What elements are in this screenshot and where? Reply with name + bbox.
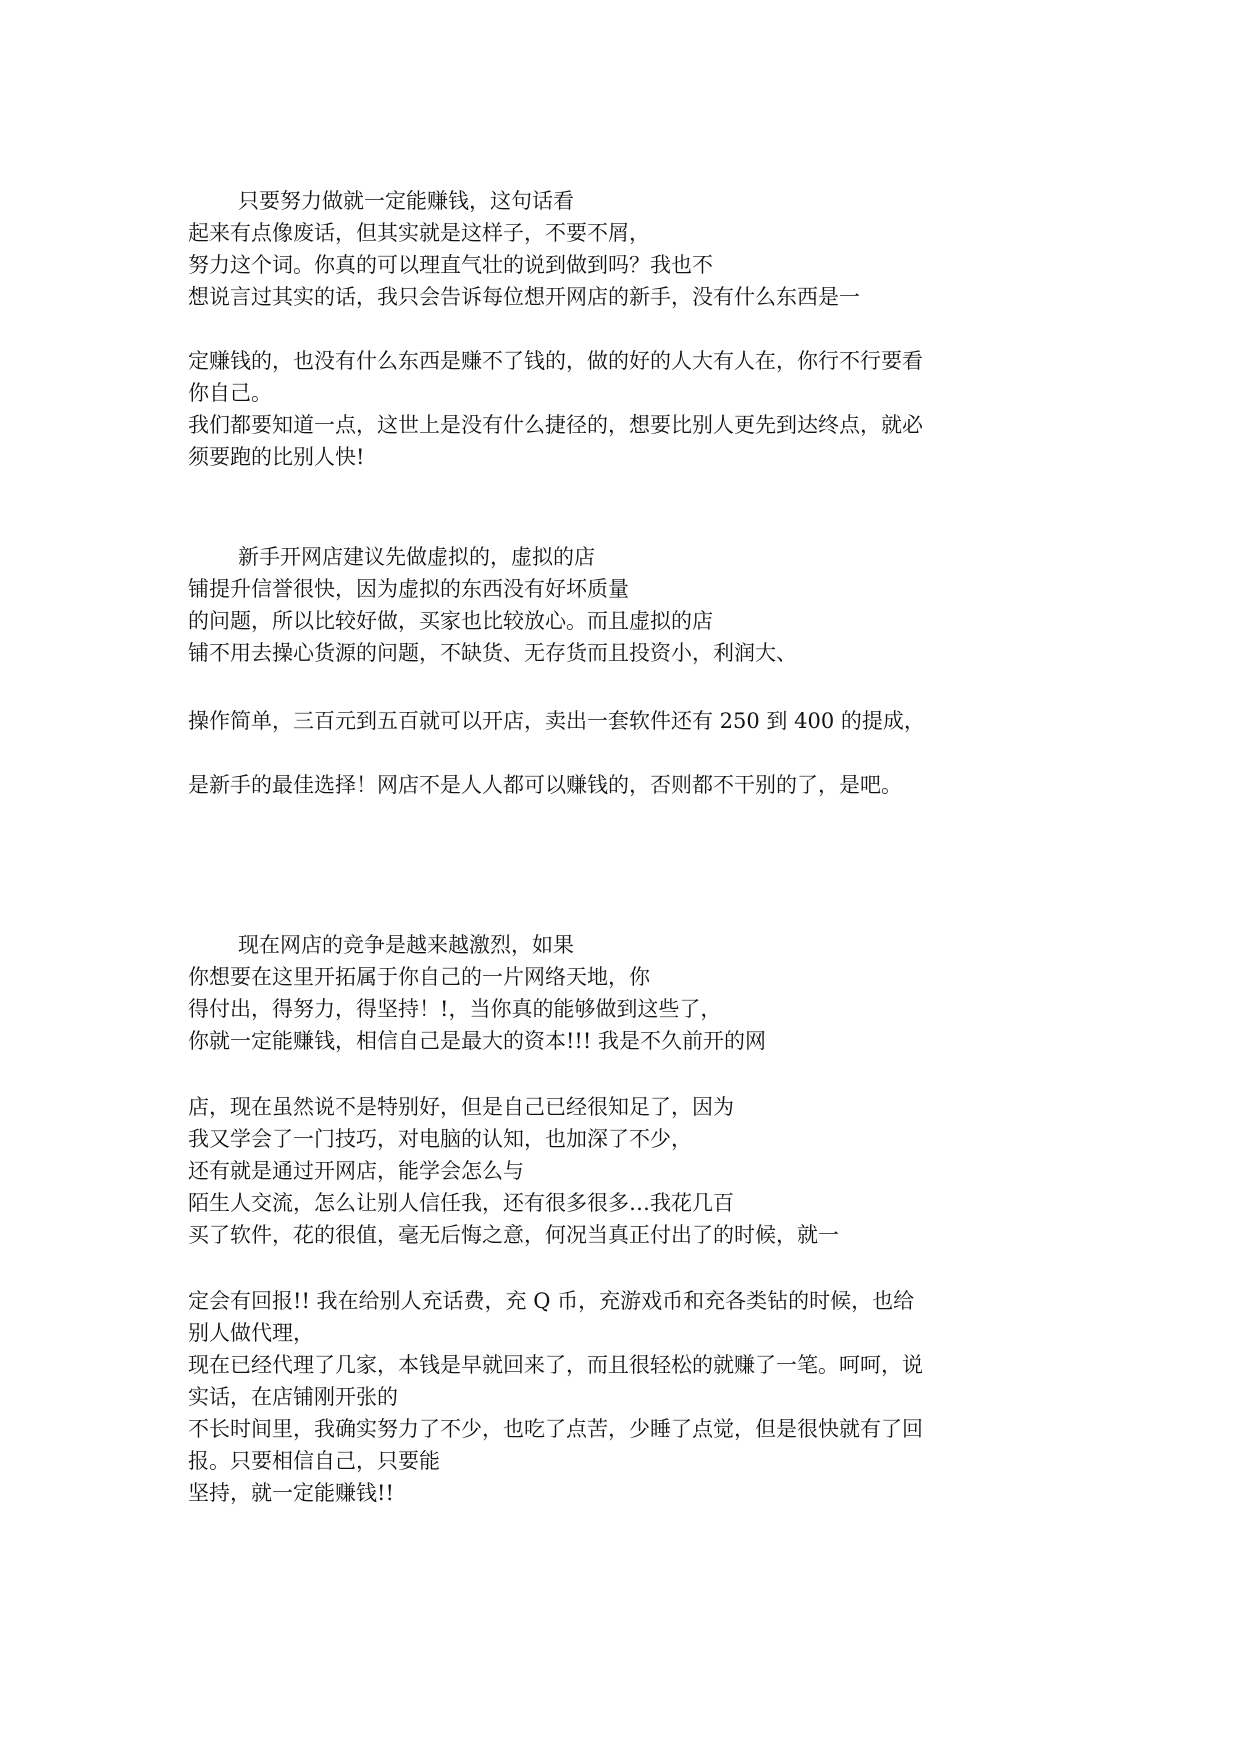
paragraph-2-line-4: 须要跑的比别人快! <box>188 445 365 469</box>
paragraph-5-line-1: 是新手的最佳选择！网店不是人人都可以赚钱的，否则都不干别的了，是吧。 <box>188 773 902 797</box>
paragraph-8-line-1: 定会有回报!! 我在给别人充话费，充 Q 币，充游戏币和充各类钻的时候，也给 <box>188 1289 915 1313</box>
paragraph-2-line-3: 我们都要知道一点，这世上是没有什么捷径的，想要比别人更先到达终点，就必 <box>188 413 923 437</box>
paragraph-6-line-2: 你想要在这里开拓属于你自己的一片网络天地，你 <box>188 965 650 989</box>
paragraph-8-line-5: 不长时间里，我确实努力了不少，也吃了点苦，少睡了点觉，但是很快就有了回 <box>188 1417 923 1441</box>
paragraph-7-line-5: 买了软件，花的很值，毫无后悔之意，何况当真正付出了的时候，就一 <box>188 1223 839 1247</box>
paragraph-6-line-4: 你就一定能赚钱，相信自己是最大的资本!!! 我是不久前开的网 <box>188 1029 766 1053</box>
paragraph-8-line-3: 现在已经代理了几家，本钱是早就回来了，而且很轻松的就赚了一笔。呵呵，说 <box>188 1353 923 1377</box>
paragraph-4-line-1: 操作简单，三百元到五百就可以开店，卖出一套软件还有 250 到 400 的提成， <box>188 709 925 733</box>
paragraph-7-line-1: 店，现在虽然说不是特别好，但是自己已经很知足了，因为 <box>188 1095 734 1119</box>
paragraph-8-line-4: 实话，在店铺刚开张的 <box>188 1385 398 1409</box>
paragraph-7-line-4: 陌生人交流，怎么让别人信任我，还有很多很多…我花几百 <box>188 1191 734 1215</box>
paragraph-1-line-4: 想说言过其实的话，我只会告诉每位想开网店的新手，没有什么东西是一 <box>188 285 860 309</box>
paragraph-1-line-3: 努力这个词。你真的可以理直气壮的说到做到吗？我也不 <box>188 253 713 277</box>
paragraph-3-line-1: 新手开网店建议先做虚拟的，虚拟的店 <box>238 545 595 569</box>
paragraph-3-line-4: 铺不用去操心货源的问题，不缺货、无存货而且投资小，利润大、 <box>188 641 797 665</box>
paragraph-6-line-1: 现在网店的竞争是越来越激烈，如果 <box>238 933 574 957</box>
paragraph-1-line-1: 只要努力做就一定能赚钱，这句话看 <box>238 189 574 213</box>
paragraph-2-line-1: 定赚钱的，也没有什么东西是赚不了钱的，做的好的人大有人在，你行不行要看 <box>188 349 923 373</box>
paragraph-8-line-6: 报。只要相信自己，只要能 <box>188 1449 440 1473</box>
paragraph-8-line-2: 别人做代理， <box>188 1321 314 1345</box>
paragraph-2-line-2: 你自己。 <box>188 381 272 405</box>
paragraph-8-line-7: 坚持，就一定能赚钱!! <box>188 1481 394 1505</box>
paragraph-6-line-3: 得付出，得努力，得坚持！!，当你真的能够做到这些了， <box>188 997 722 1021</box>
paragraph-3-line-2: 铺提升信誉很快，因为虚拟的东西没有好坏质量 <box>188 577 629 601</box>
paragraph-7-line-2: 我又学会了一门技巧，对电脑的认知，也加深了不少， <box>188 1127 692 1151</box>
paragraph-7-line-3: 还有就是通过开网店，能学会怎么与 <box>188 1159 524 1183</box>
paragraph-3-line-3: 的问题，所以比较好做，买家也比较放心。而且虚拟的店 <box>188 609 713 633</box>
paragraph-1-line-2: 起来有点像废话，但其实就是这样子，不要不屑， <box>188 221 650 245</box>
